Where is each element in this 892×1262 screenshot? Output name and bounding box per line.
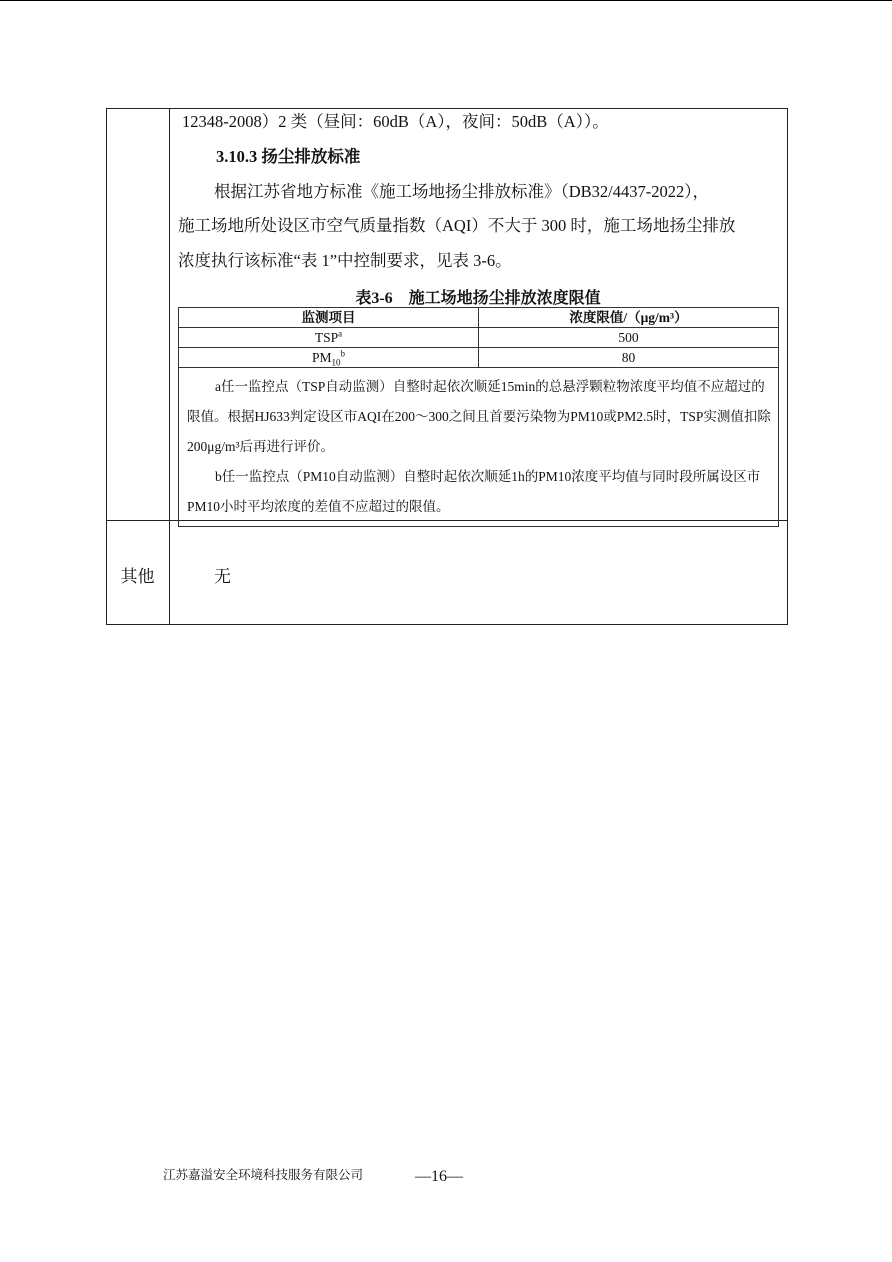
item-subscript: 10 <box>331 357 341 368</box>
footer-company: 江苏嘉溢安全环境科技服务有限公司 <box>163 1167 364 1182</box>
table-row <box>179 348 779 368</box>
dust-limit-table <box>178 307 779 527</box>
item-footnote-mark: a <box>338 328 343 338</box>
item-footnote-mark: b <box>340 348 345 358</box>
body-line-1: 12348-2008）2 类（昼间：60dB（A），夜间：50dB（A））。 <box>182 112 609 131</box>
body-paragraph-line-3: 浓度执行该标准“表 1”中控制要求，见表 3-6。 <box>178 251 512 270</box>
table-notes-row <box>179 368 779 527</box>
value-cell: 80 <box>479 348 779 368</box>
header-concentration-limit: 浓度限值/（μg/m³） <box>479 308 779 328</box>
table-row <box>179 328 779 348</box>
page-number: —16— <box>415 1168 463 1185</box>
other-value: 无 <box>214 567 231 586</box>
body-paragraph-line-1: 根据江苏省地方标准《施工场地扬尘排放标准》（DB32/4437-2022）， <box>214 182 709 201</box>
section-heading: 3.10.3 扬尘排放标准 <box>216 147 361 166</box>
item-name: TSP <box>314 329 339 345</box>
note-a: a任一监控点（TSP自动监测）自整时起依次顺延15min的总悬浮颗粒物浓度平均值不应超过的限值。根据HJ633判定设区市AQI在200～300之间且首要污染物为PM10或PM2.5时，TSP实测值扣除200μg/m³后再进行评价。 <box>187 379 771 454</box>
table-caption: 表3-6 施工场地扬尘排放浓度限值 <box>355 290 601 307</box>
item-cell <box>179 328 479 348</box>
body-paragraph-line-2: 施工场地所处设区市空气质量指数（AQI）不大于 300 时，施工场地扬尘排放 <box>178 216 736 235</box>
note-b: b任一监控点（PM10自动监测）自整时起依次顺延1h的PM10浓度平均值与同时段所属设区市PM10小时平均浓度的差值不应超过的限值。 <box>187 469 761 514</box>
header-monitoring-item: 监测项目 <box>179 308 479 328</box>
item-cell <box>179 348 479 368</box>
item-name: PM <box>311 349 332 365</box>
value-cell: 500 <box>479 328 779 348</box>
column-divider <box>169 108 170 625</box>
table-notes <box>179 368 779 527</box>
table-header-row <box>179 308 779 328</box>
other-label: 其他 <box>120 567 155 586</box>
page-top-border <box>0 0 892 1</box>
